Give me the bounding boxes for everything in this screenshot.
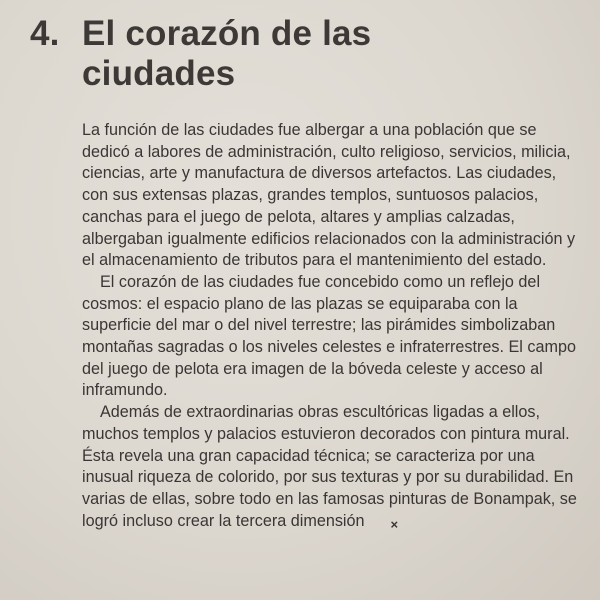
section-number: 4. xyxy=(30,14,60,53)
section-title-line1: El corazón de las xyxy=(82,14,372,53)
section-title-line2: ciudades xyxy=(82,54,236,93)
paragraph-2: El corazón de las ciudades fue concebido como un reflejo del cosmos: el espacio plano de las plazas se equiparaba con la superficie del mar o del nivel terrestre; las pirámides simbolizaban montañas sagradas o los niveles celestes e infraterrestres. El campo del juego de pelota era imagen de la bóveda celeste y acceso al inframundo. xyxy=(82,272,576,400)
paragraph-3 xyxy=(82,402,582,535)
end-mark-icon: × xyxy=(390,516,399,532)
body-text xyxy=(82,120,582,535)
section-heading xyxy=(30,14,371,94)
paragraph-3-text: Además de extraordinarias obras escultóricas ligadas a ellos, muchos templos y palacios estuvieron decorados con pintura mural. Ésta revela una gran capacidad técnica; se caracteriza por una inusual riqueza de colorido, por sus texturas y por su durabilidad. En varias de ellas, sobre todo en las famosas pinturas de Bonampak, se logró incluso crear la tercera dimensión xyxy=(82,403,577,530)
paragraph-1: La función de las ciudades fue albergar a una población que se dedicó a labores de administración, culto religioso, servicios, milicia, ciencias, arte y manufactura de diversos artefactos. Las ciudades, con sus extensas plazas, grandes templos, suntuosos palacios, canchas para el juego de pelota, altares y amplias calzadas, albergaban igualmente edificios relacionados con la administración y el almacenamiento de tributos para el mantenimiento del estado. xyxy=(82,121,576,270)
